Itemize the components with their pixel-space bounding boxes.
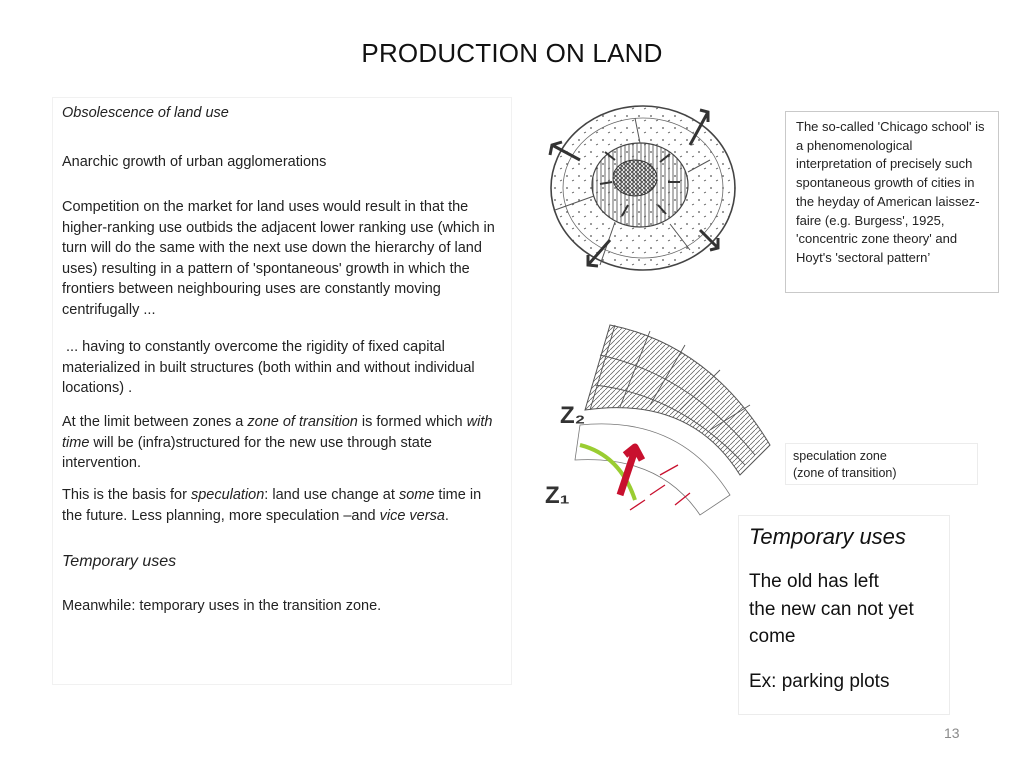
p4-zone-of-transition: zone of transition [247, 414, 358, 430]
paragraph-competition: Competition on the market for land uses would result in that the higher-ranking use outbids the adjacent lower ranking use (which in turn will do the same with the next use down the hierarchy of land uses) resulting in a pattern of 'spontaneous' growth in which the frontiers between neighbouring uses are constantly moving centrifugally ... [62, 199, 495, 318]
p4-e: will be (infra)structured for the new use through state intervention. [62, 434, 432, 471]
p4-with-time: with time [62, 414, 493, 451]
p5-e: time in the future. Less planning, more speculation –and [62, 487, 482, 524]
speculation-zone-line2: (zone of transition) [793, 466, 897, 480]
speculation-zone-line1: speculation zone [793, 449, 887, 463]
zone-2-label: Z₂ [560, 402, 586, 429]
temporary-uses-heading: Temporary uses [62, 553, 177, 570]
paragraph-anarchic-growth: Anarchic growth of urban agglomerations [62, 154, 327, 170]
chicago-school-note: The so-called 'Chicago school' is a phenomenological interpretation of precisely such spontaneous growth of cities in the heyday of American laissez-faire (e.g. Burgess', 1925, 'concentric zone theory' and Hoyt's 'sectoral pattern’ [785, 111, 999, 293]
paragraph-speculation [62, 485, 502, 526]
slide-title: PRODUCTION ON LAND [361, 38, 663, 68]
p4-c: is formed which [357, 414, 467, 430]
zone-1-label: Z₁ [545, 482, 570, 509]
p5-vice-versa: vice versa [379, 507, 445, 524]
temporary-uses-box-heading: Temporary uses [749, 524, 906, 549]
paragraph-temporary: Meanwhile: temporary uses in the transition zone. [62, 598, 382, 614]
p5-a: This is the basis for [62, 487, 191, 503]
p5-c: : land use change at [264, 487, 399, 503]
outer-grid-zone [585, 325, 770, 475]
p5-speculation: speculation [190, 487, 265, 503]
small-red-arrows [630, 465, 690, 510]
inner-core [613, 160, 657, 196]
temp-line1: The old has left [749, 571, 879, 592]
temporary-uses-box-body [749, 568, 939, 651]
temporary-uses-example: Ex: parking plots [749, 670, 890, 692]
page-number: 13 [944, 725, 960, 741]
p5-g: . [444, 507, 449, 524]
concentric-zone-diagram [540, 100, 750, 280]
paragraph-zone-of-transition [62, 412, 510, 474]
temp-line2: the new can not yet [749, 598, 914, 620]
temp-line3: come [749, 626, 796, 647]
p5-some: some [398, 487, 435, 503]
p4-a: At the limit between zones a [62, 414, 248, 430]
transition-zone-diagram [540, 315, 780, 530]
subtitle [62, 103, 229, 124]
temporary-uses-box [738, 515, 950, 715]
inner-zone [575, 424, 730, 515]
subtitle-text: Obsolescence of land use [62, 105, 229, 121]
paragraph-rigidity: ... having to constantly overcome the rigidity of fixed capital materialized in built structures (both within and without individual locations) . [62, 339, 479, 396]
speculation-zone-note [785, 443, 978, 485]
